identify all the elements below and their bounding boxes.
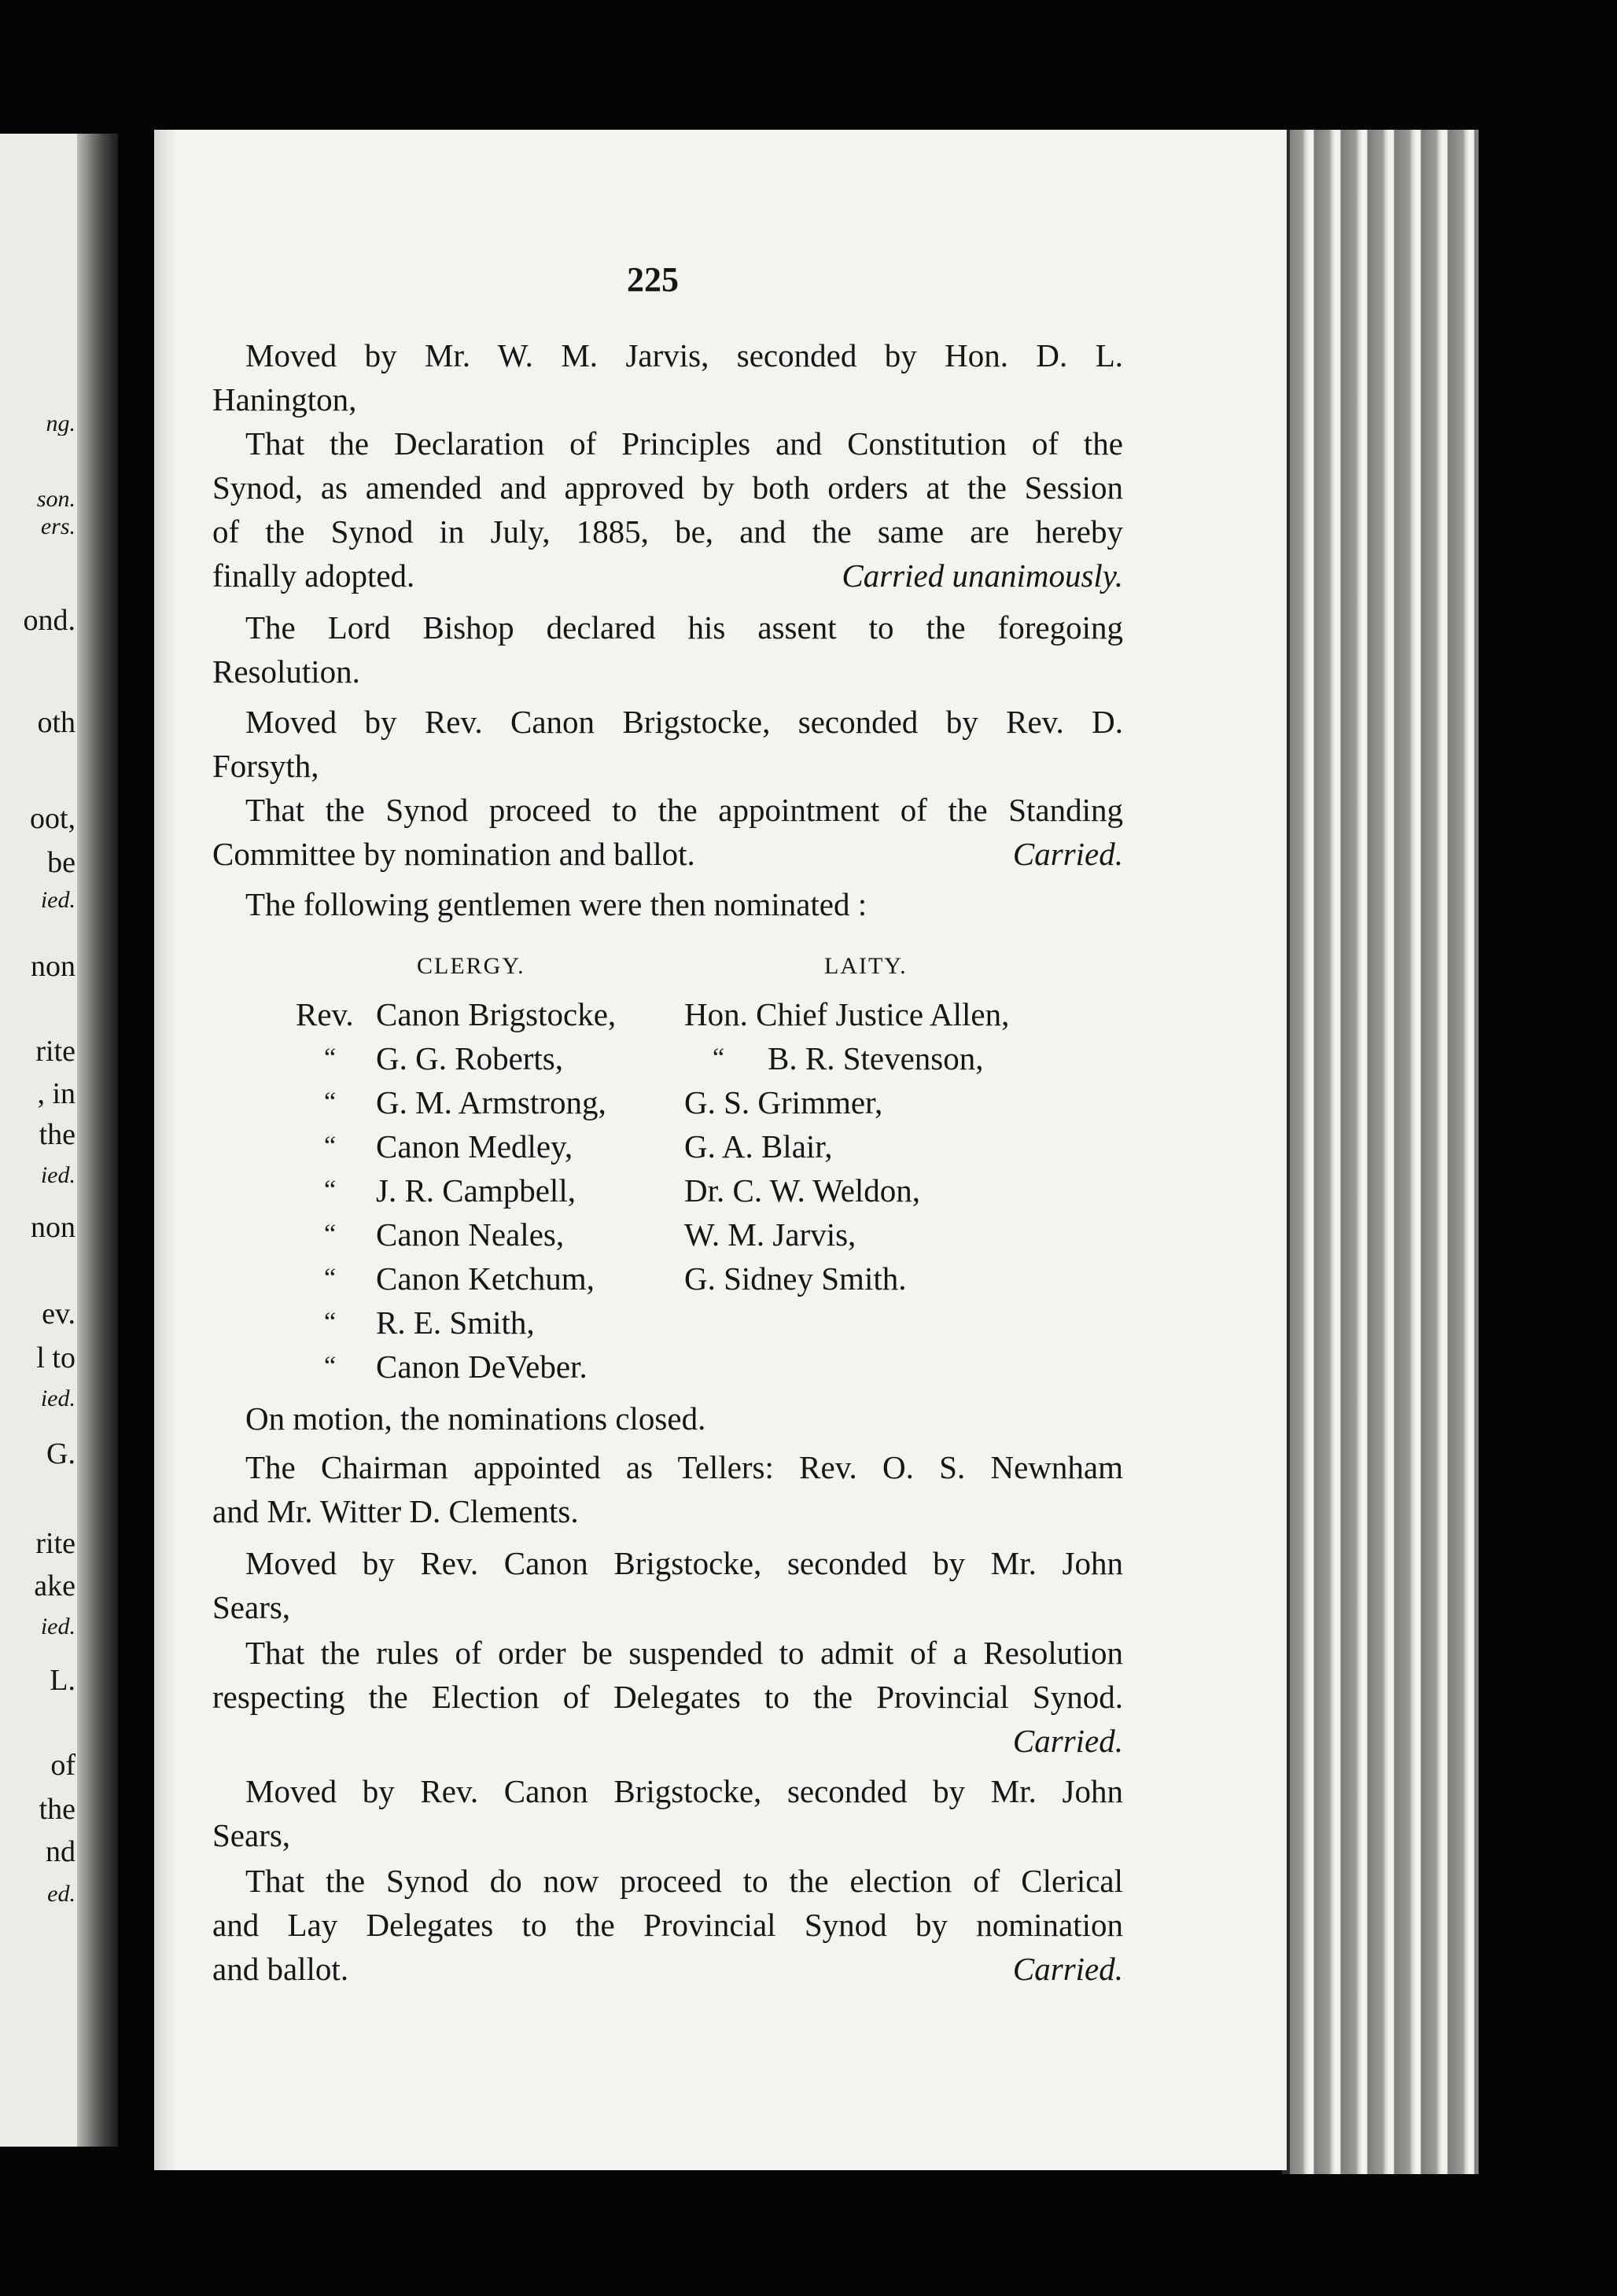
laity-nominee: W. M. Jarvis, — [684, 1216, 856, 1253]
laity-nominee: Dr. C. W. Weldon, — [684, 1172, 921, 1209]
ditto-mark: “ — [324, 1176, 337, 1205]
para4-line2: Forsyth, — [212, 748, 319, 784]
left-fragment: , in — [37, 1079, 76, 1109]
para8-line2: and Mr. Witter D. Clements. — [212, 1493, 579, 1529]
left-fragment: rite — [35, 1529, 76, 1558]
left-fragment: rite — [35, 1036, 76, 1066]
left-fragment: ied. — [40, 1387, 76, 1411]
para4-line1: Moved by Rev. Canon Brigstocke, seconded by Rev. D. — [245, 704, 1123, 740]
left-fragment: ied. — [40, 1615, 76, 1639]
clergy-prefix: Rev. — [296, 996, 354, 1032]
carried-final-note: Carried. — [1012, 1951, 1123, 1987]
carried-unanimously-note: Carried unanimously. — [842, 557, 1123, 594]
para2-line4 — [212, 554, 1123, 598]
clergy-nominee: G. M. Armstrong, — [376, 1084, 606, 1120]
left-fragment: non — [31, 1212, 76, 1242]
clergy-nominee: J. R. Campbell, — [376, 1172, 576, 1209]
clergy-nominee: R. E. Smith, — [376, 1304, 535, 1341]
para6-line1: The following gentlemen were then nominated : — [245, 886, 867, 922]
left-fragment: ed. — [47, 1882, 76, 1906]
left-fragment: son. — [36, 488, 76, 511]
para10-carried-note: Carried. — [1012, 1723, 1123, 1759]
clergy-heading: CLERGY. — [417, 953, 525, 979]
ditto-mark: “ — [324, 1352, 337, 1381]
left-fragment: the — [39, 1120, 76, 1150]
clergy-nominee: Canon Ketchum, — [376, 1260, 595, 1297]
para11-line1: Moved by Rev. Canon Brigstocke, seconded by Mr. John — [245, 1773, 1123, 1809]
left-fragment: of — [50, 1750, 76, 1780]
para3-line2: Resolution. — [212, 653, 360, 690]
ditto-mark: “ — [324, 1087, 337, 1117]
left-fragment: ied. — [40, 1164, 76, 1187]
ditto-mark: “ — [713, 1043, 725, 1073]
left-fragment: the — [39, 1794, 76, 1824]
left-fragment: oot, — [29, 804, 76, 833]
left-fragment: G. — [46, 1439, 76, 1469]
ditto-mark: “ — [324, 1043, 337, 1073]
clergy-nominee: Canon DeVeber. — [376, 1349, 587, 1385]
laity-nominee: G. S. Grimmer, — [684, 1084, 883, 1120]
para2-line1: That the Declaration of Principles and Constitution of the — [245, 425, 1123, 462]
page-gutter-shade — [154, 130, 176, 2170]
para8-line1: The Chairman appointed as Tellers: Rev. O. S. Newnham — [245, 1449, 1123, 1485]
ditto-mark: “ — [324, 1308, 337, 1337]
para5-line2 — [212, 832, 1123, 876]
laity-heading: LAITY. — [824, 953, 908, 979]
left-fragment: ake — [34, 1571, 76, 1601]
para9-line1: Moved by Rev. Canon Brigstocke, seconded by Mr. John — [245, 1545, 1123, 1581]
page-stack-edge — [1282, 130, 1479, 2174]
para3-line1: The Lord Bishop declared his assent to the foregoing — [245, 609, 1123, 646]
left-fragment: nd — [46, 1837, 76, 1867]
left-fragment: be — [47, 848, 76, 878]
left-fragment: ond. — [23, 605, 76, 635]
para12-line1: That the Synod do now proceed to the election of Clerical — [245, 1863, 1123, 1899]
left-fragment: ev. — [42, 1299, 76, 1329]
para10-line1: That the rules of order be suspended to admit of a Resolution — [245, 1635, 1123, 1671]
para1-line2: Hanington, — [212, 381, 357, 418]
ditto-mark: “ — [324, 1220, 337, 1249]
para10-line2: respecting the Election of Delegates to the Provincial Synod. — [212, 1679, 1123, 1715]
para2-line4-text: finally adopted. — [212, 557, 415, 594]
para1-line1: Moved by Mr. W. M. Jarvis, seconded by Hon. D. L. — [245, 337, 1123, 373]
left-fragment: ied. — [40, 889, 76, 912]
clergy-nominee: G. G. Roberts, — [376, 1040, 564, 1076]
para12-line3-text: and ballot. — [212, 1951, 349, 1987]
para5-line1: That the Synod proceed to the appointment of the Standing — [245, 792, 1123, 828]
clergy-nominee: Canon Neales, — [376, 1216, 565, 1253]
clergy-nominee: Canon Brigstocke, — [376, 996, 617, 1032]
left-fragment: ng. — [46, 412, 76, 436]
left-fragment: l to — [36, 1343, 76, 1373]
para2-line2: Synod, as amended and approved by both orders at the Session — [212, 469, 1123, 506]
carried-note: Carried. — [1012, 836, 1123, 872]
para11-line2: Sears, — [212, 1817, 291, 1853]
laity-nominee: B. R. Stevenson, — [768, 1040, 984, 1076]
para7-line1: On motion, the nominations closed. — [245, 1400, 706, 1437]
para5-line2-text: Committee by nomination and ballot. — [212, 836, 695, 872]
para9-line2: Sears, — [212, 1589, 291, 1625]
para12-line3 — [212, 1947, 1123, 1991]
para12-line2: and Lay Delegates to the Provincial Synod by nomination — [212, 1907, 1123, 1943]
left-fragment: non — [31, 951, 76, 981]
clergy-nominee: Canon Medley, — [376, 1128, 573, 1165]
left-fragment: oth — [37, 708, 76, 738]
left-fragment: L. — [50, 1665, 76, 1695]
laity-nominee: G. Sidney Smith. — [684, 1260, 907, 1297]
left-page-gutter — [77, 134, 118, 2147]
ditto-mark: “ — [324, 1131, 337, 1161]
laity-nominee: G. A. Blair, — [684, 1128, 833, 1165]
page-number: 225 — [627, 260, 679, 299]
laity-nominee: Hon. Chief Justice Allen, — [684, 996, 1010, 1032]
para2-line3: of the Synod in July, 1885, be, and the same are hereby — [212, 513, 1123, 550]
left-fragment: ers. — [40, 515, 76, 539]
ditto-mark: “ — [324, 1264, 337, 1293]
